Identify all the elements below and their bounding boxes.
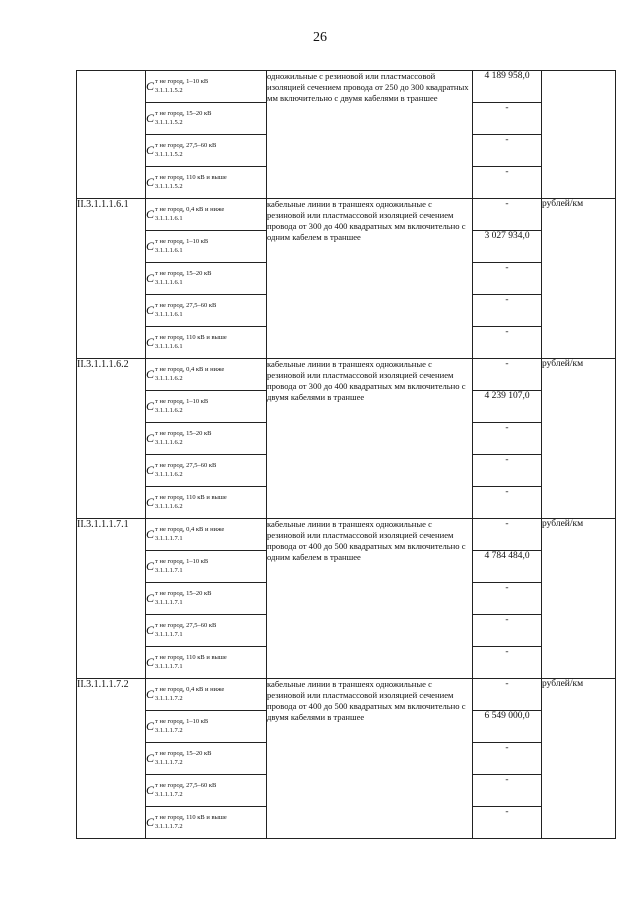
rate-value-cell: - — [473, 647, 542, 679]
rate-symbol-cell — [146, 679, 267, 711]
rate-symbol-index: 3.1.1.1.6.1 — [155, 247, 183, 254]
rate-symbol-index: 3.1.1.1.6.2 — [155, 375, 183, 382]
rate-code-cell: II.3.1.1.1.7.2 — [77, 679, 146, 839]
unit-cell — [542, 71, 616, 199]
rate-symbol-letter: C — [146, 431, 155, 445]
rate-symbol-label: т не город, 0,4 кВ и ниже — [155, 366, 225, 373]
table-row — [77, 71, 616, 103]
rate-symbol-index: 3.1.1.1.6.1 — [155, 279, 183, 286]
rate-symbol-label: т не город, 1–10 кВ — [155, 398, 209, 405]
rate-symbol-label: т не город, 0,4 кВ и ниже — [155, 686, 225, 693]
rate-symbol-subscript — [155, 365, 224, 383]
rate-symbol-cell — [146, 423, 267, 455]
rate-symbol-subscript — [155, 749, 211, 767]
rate-symbol-index: 3.1.1.1.5.2 — [155, 151, 183, 158]
rate-symbol-cell — [146, 615, 267, 647]
rate-symbol-subscript — [155, 397, 208, 415]
rate-symbol-subscript — [155, 685, 224, 703]
rate-value-cell: 4 239 107,0 — [473, 391, 542, 423]
rate-value-cell: - — [473, 455, 542, 487]
rate-symbol-letter: C — [146, 527, 155, 541]
rate-symbol-letter: C — [146, 111, 155, 125]
rate-symbol-letter: C — [146, 687, 155, 701]
rate-symbol-subscript — [155, 77, 208, 95]
rate-symbol-letter: C — [146, 623, 155, 637]
rate-symbol-label: т не город, 110 кВ и выше — [155, 814, 227, 821]
rate-symbol-cell — [146, 391, 267, 423]
rate-symbol-index: 3.1.1.1.7.1 — [155, 567, 183, 574]
rate-symbol-index: 3.1.1.1.7.2 — [155, 791, 183, 798]
rate-symbol-index: 3.1.1.1.7.2 — [155, 823, 183, 830]
rate-symbol-letter: C — [146, 399, 155, 413]
rate-symbol-label: т не город, 15–20 кВ — [155, 430, 212, 437]
unit-cell: рублей/км — [542, 359, 616, 519]
rate-value-cell: - — [473, 103, 542, 135]
rate-symbol-letter: C — [146, 783, 155, 797]
rate-symbol — [146, 487, 266, 517]
rate-symbol — [146, 775, 266, 805]
rate-symbol-subscript — [155, 301, 216, 319]
rate-symbol-cell — [146, 647, 267, 679]
rate-symbol-index: 3.1.1.1.6.1 — [155, 343, 183, 350]
rate-symbol-index: 3.1.1.1.7.1 — [155, 535, 183, 542]
rate-value-cell: - — [473, 775, 542, 807]
rate-symbol-index: 3.1.1.1.7.2 — [155, 759, 183, 766]
unit-cell: рублей/км — [542, 679, 616, 839]
rate-symbol-letter: C — [146, 751, 155, 765]
rate-symbol-cell — [146, 807, 267, 839]
rate-symbol-subscript — [155, 717, 208, 735]
table-row — [77, 199, 616, 231]
rate-symbol — [146, 327, 266, 357]
rate-symbol-label: т не город, 27,5–60 кВ — [155, 142, 217, 149]
rate-symbol-letter: C — [146, 303, 155, 317]
unit-cell: рублей/км — [542, 199, 616, 359]
rate-symbol-label: т не город, 110 кВ и выше — [155, 334, 227, 341]
table-row — [77, 519, 616, 551]
rate-symbol-label: т не город, 15–20 кВ — [155, 270, 212, 277]
rate-symbol-letter: C — [146, 143, 155, 157]
rate-symbol-label: т не город, 15–20 кВ — [155, 750, 212, 757]
rate-symbol-subscript — [155, 621, 216, 639]
rate-symbol-label: т не город, 27,5–60 кВ — [155, 302, 217, 309]
rate-symbol-index: 3.1.1.1.7.1 — [155, 631, 183, 638]
rate-symbol-subscript — [155, 237, 208, 255]
rate-symbol-cell — [146, 295, 267, 327]
rate-symbol — [146, 71, 266, 101]
rate-symbol-index: 3.1.1.1.5.2 — [155, 119, 183, 126]
rate-symbol-letter: C — [146, 815, 155, 829]
cable-description-cell: одножильные с резиновой или пластмассовой изоляцией сечением провода от 250 до 300 квадратных мм включительно с двумя кабелями в траншее — [267, 71, 473, 199]
cable-description-cell: кабельные линии в траншеях одножильные с резиновой или пластмассовой изоляцией сечением провода от 300 до 400 квадратных мм включительно с одним кабелем в траншее — [267, 199, 473, 359]
rate-symbol-label: т не город, 110 кВ и выше — [155, 174, 227, 181]
rate-symbol-letter: C — [146, 239, 155, 253]
rate-symbol-label: т не город, 110 кВ и выше — [155, 494, 227, 501]
rate-symbol-subscript — [155, 333, 227, 351]
rate-symbol — [146, 551, 266, 581]
rate-symbol-letter: C — [146, 335, 155, 349]
rate-symbol — [146, 263, 266, 293]
rate-symbol-letter: C — [146, 367, 155, 381]
rate-symbol-index: 3.1.1.1.7.1 — [155, 663, 183, 670]
rate-symbol-cell — [146, 551, 267, 583]
rate-symbol-label: т не город, 110 кВ и выше — [155, 654, 227, 661]
page-number: 26 — [313, 30, 327, 45]
rate-symbol-label: т не город, 1–10 кВ — [155, 238, 209, 245]
table-row — [77, 359, 616, 391]
rate-code-cell: II.3.1.1.1.6.1 — [77, 199, 146, 359]
rate-value-cell: - — [473, 423, 542, 455]
rate-symbol-index: 3.1.1.1.7.2 — [155, 695, 183, 702]
rate-value-cell: - — [473, 487, 542, 519]
rate-symbol — [146, 199, 266, 229]
rate-symbol — [146, 103, 266, 133]
rate-symbol-subscript — [155, 173, 227, 191]
cable-description-cell: кабельные линии в траншеях одножильные с резиновой или пластмассовой изоляцией сечением провода от 400 до 500 квадратных мм включительно с одним кабелем в траншее — [267, 519, 473, 679]
rate-value-cell: - — [473, 199, 542, 231]
rate-code-cell: II.3.1.1.1.7.1 — [77, 519, 146, 679]
rate-symbol-label: т не город, 1–10 кВ — [155, 558, 209, 565]
rate-symbol-cell — [146, 71, 267, 103]
rate-symbol — [146, 391, 266, 421]
rate-symbol — [146, 743, 266, 773]
rate-symbol-cell — [146, 487, 267, 519]
rate-symbol-letter: C — [146, 559, 155, 573]
rate-symbol — [146, 679, 266, 709]
rate-symbol-label: т не город, 15–20 кВ — [155, 590, 212, 597]
rates-table — [76, 70, 616, 839]
rate-symbol — [146, 807, 266, 837]
rate-symbol-cell — [146, 103, 267, 135]
rate-symbol-label: т не город, 27,5–60 кВ — [155, 782, 217, 789]
rate-symbol-subscript — [155, 429, 211, 447]
rate-symbol-subscript — [155, 461, 216, 479]
rate-value-cell: 3 027 934,0 — [473, 231, 542, 263]
rate-symbol-subscript — [155, 653, 227, 671]
rate-symbol-cell — [146, 775, 267, 807]
rate-symbol-subscript — [155, 813, 227, 831]
rate-symbol-cell — [146, 359, 267, 391]
rate-symbol — [146, 359, 266, 389]
rate-symbol-cell — [146, 231, 267, 263]
rate-symbol-index: 3.1.1.1.6.2 — [155, 503, 183, 510]
rate-symbol-letter: C — [146, 79, 155, 93]
rate-symbol-label: т не город, 0,4 кВ и ниже — [155, 526, 225, 533]
rate-symbol-subscript — [155, 109, 211, 127]
rate-symbol-index: 3.1.1.1.6.2 — [155, 407, 183, 414]
rate-symbol-subscript — [155, 525, 224, 543]
rate-symbol-index: 3.1.1.1.6.2 — [155, 439, 183, 446]
rate-symbol-index: 3.1.1.1.7.2 — [155, 727, 183, 734]
rate-symbol-cell — [146, 167, 267, 199]
rate-symbol-subscript — [155, 205, 224, 223]
rate-symbol-cell — [146, 455, 267, 487]
rate-symbol-subscript — [155, 141, 216, 159]
rates-table-body — [77, 71, 616, 839]
rate-symbol-subscript — [155, 781, 216, 799]
rate-symbol-cell — [146, 711, 267, 743]
rate-value-cell: - — [473, 807, 542, 839]
rate-symbol — [146, 423, 266, 453]
rate-value-cell: - — [473, 327, 542, 359]
rate-symbol — [146, 615, 266, 645]
rate-code-cell — [77, 71, 146, 199]
rate-symbol-index: 3.1.1.1.6.2 — [155, 471, 183, 478]
rate-symbol — [146, 711, 266, 741]
rate-symbol-letter: C — [146, 591, 155, 605]
rate-symbol — [146, 455, 266, 485]
rate-symbol-letter: C — [146, 207, 155, 221]
rate-symbol-cell — [146, 263, 267, 295]
rate-symbol-subscript — [155, 589, 211, 607]
rate-symbol-label: т не город, 15–20 кВ — [155, 110, 212, 117]
rate-symbol-subscript — [155, 557, 208, 575]
rate-symbol — [146, 135, 266, 165]
rate-symbol-cell — [146, 327, 267, 359]
rate-symbol-index: 3.1.1.1.6.1 — [155, 311, 183, 318]
rate-value-cell: - — [473, 519, 542, 551]
rate-symbol-cell — [146, 199, 267, 231]
rate-value-cell: - — [473, 263, 542, 295]
rate-symbol — [146, 295, 266, 325]
rate-symbol-label: т не город, 1–10 кВ — [155, 718, 209, 725]
cable-description-cell: кабельные линии в траншеях одножильные с резиновой или пластмассовой изоляцией сечением провода от 400 до 500 квадратных мм включительно с двумя кабелями в траншее — [267, 679, 473, 839]
rate-symbol — [146, 583, 266, 613]
rate-symbol-label: т не город, 0,4 кВ и ниже — [155, 206, 225, 213]
rate-symbol-cell — [146, 135, 267, 167]
rate-symbol-index: 3.1.1.1.5.2 — [155, 87, 183, 94]
rate-value-cell: - — [473, 583, 542, 615]
rate-value-cell: - — [473, 743, 542, 775]
rate-value-cell: - — [473, 679, 542, 711]
rate-value-cell: 6 549 000,0 — [473, 711, 542, 743]
rate-value-cell: 4 189 958,0 — [473, 71, 542, 103]
rate-symbol-subscript — [155, 269, 211, 287]
rate-symbol-letter: C — [146, 175, 155, 189]
rate-value-cell: - — [473, 359, 542, 391]
rate-symbol-letter: C — [146, 719, 155, 733]
rate-value-cell: - — [473, 615, 542, 647]
rate-symbol-cell — [146, 743, 267, 775]
table-row — [77, 679, 616, 711]
rate-symbol-letter: C — [146, 271, 155, 285]
cable-description-cell: кабельные линии в траншеях одножильные с резиновой или пластмассовой изоляцией сечением провода от 300 до 400 квадратных мм включительно с двумя кабелями в траншее — [267, 359, 473, 519]
rate-symbol-letter: C — [146, 463, 155, 477]
rate-symbol-label: т не город, 1–10 кВ — [155, 78, 209, 85]
rate-symbol — [146, 167, 266, 197]
rate-symbol — [146, 519, 266, 549]
rate-value-cell: - — [473, 167, 542, 199]
rate-symbol-letter: C — [146, 495, 155, 509]
rate-code-cell: II.3.1.1.1.6.2 — [77, 359, 146, 519]
rate-symbol-index: 3.1.1.1.7.1 — [155, 599, 183, 606]
rate-value-cell: 4 784 484,0 — [473, 551, 542, 583]
rate-symbol-letter: C — [146, 655, 155, 669]
rate-symbol-label: т не город, 27,5–60 кВ — [155, 462, 217, 469]
rate-symbol-index: 3.1.1.1.6.1 — [155, 215, 183, 222]
rate-symbol-cell — [146, 519, 267, 551]
rate-value-cell: - — [473, 295, 542, 327]
rate-symbol-subscript — [155, 493, 227, 511]
rate-symbol — [146, 647, 266, 677]
rate-symbol-label: т не город, 27,5–60 кВ — [155, 622, 217, 629]
rate-symbol — [146, 231, 266, 261]
rate-symbol-index: 3.1.1.1.5.2 — [155, 183, 183, 190]
rate-value-cell: - — [473, 135, 542, 167]
rate-symbol-cell — [146, 583, 267, 615]
unit-cell: рублей/км — [542, 519, 616, 679]
